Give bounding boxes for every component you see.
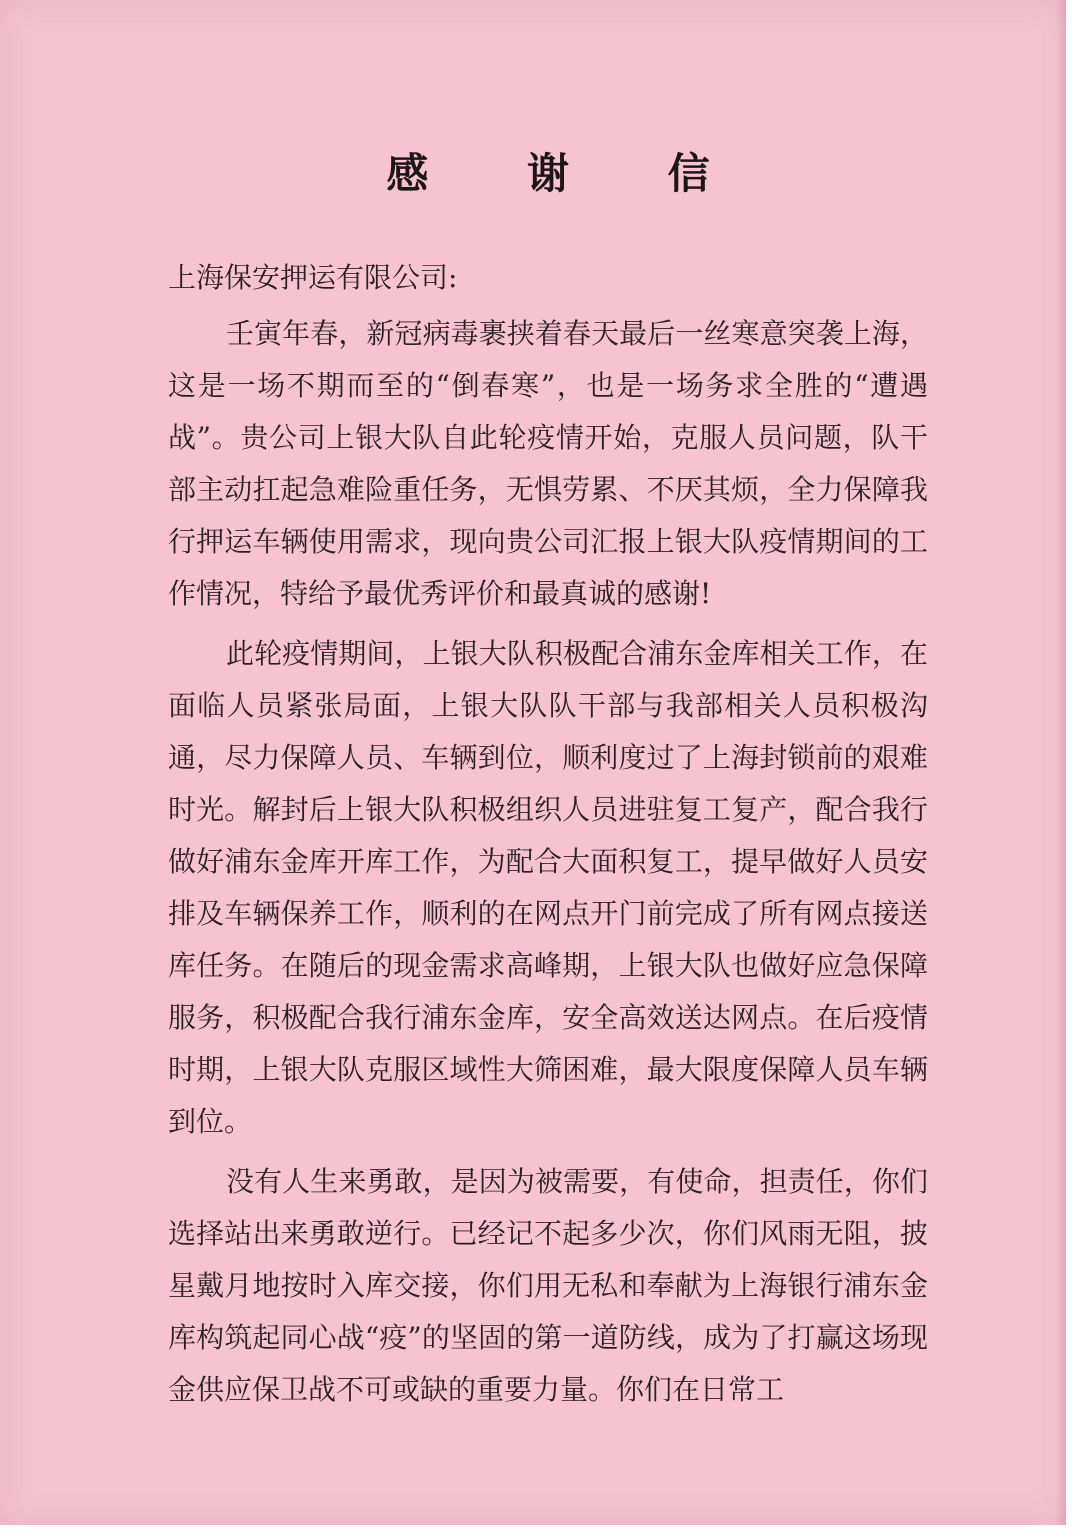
letter-paragraph-1: 壬寅年春，新冠病毒裹挟着春天最后一丝寒意突袭上海，这是一场不期而至的“倒春寒”，也是一场务求全胜的“遭遇战”。贵公司上银大队自此轮疫情开始，克服人员问题，队干部主动扛起急难险重任务，无惧劳累、不厌其烦，全力保障我行押运车辆使用需求，现向贵公司汇报上银大队疫情期间的工作情况，特给予最优秀评价和最真诚的感谢! (168, 317, 928, 610)
letter-paragraph-3: 没有人生来勇敢，是因为被需要，有使命，担责任，你们选择站出来勇敢逆行。已经记不起多少次，你们风雨无阻，披星戴月地按时入库交接，你们用无私和奉献为上海银行浦东金库构筑起同心战“疫”的坚固的第一道防线，成为了打赢这场现金供应保卫战不可或缺的重要力量。你们在日常工 (168, 1165, 928, 1406)
letter-title: 感 谢 信 (386, 149, 752, 198)
letter-salutation: 上海保安押运有限公司: (168, 261, 458, 294)
letter-body (168, 148, 928, 1424)
letter-paragraph-2: 此轮疫情期间，上银大队积极配合浦东金库相关工作，在面临人员紧张局面，上银大队队干部与我部相关人员积极沟通，尽力保障人员、车辆到位，顺利度过了上海封锁前的艰难时光。解封后上银大队积极组织人员进驻复工复产，配合我行做好浦东金库开库工作，为配合大面积复工，提早做好人员安排及车辆保养工作，顺利的在网点开门前完成了所有网点接送库任务。在随后的现金需求高峰期，上银大队也做好应急保障服务，积极配合我行浦东金库，安全高效送达网点。在后疫情时期，上银大队克服区域性大筛困难，最大限度保障人员车辆到位。 (168, 637, 928, 1138)
